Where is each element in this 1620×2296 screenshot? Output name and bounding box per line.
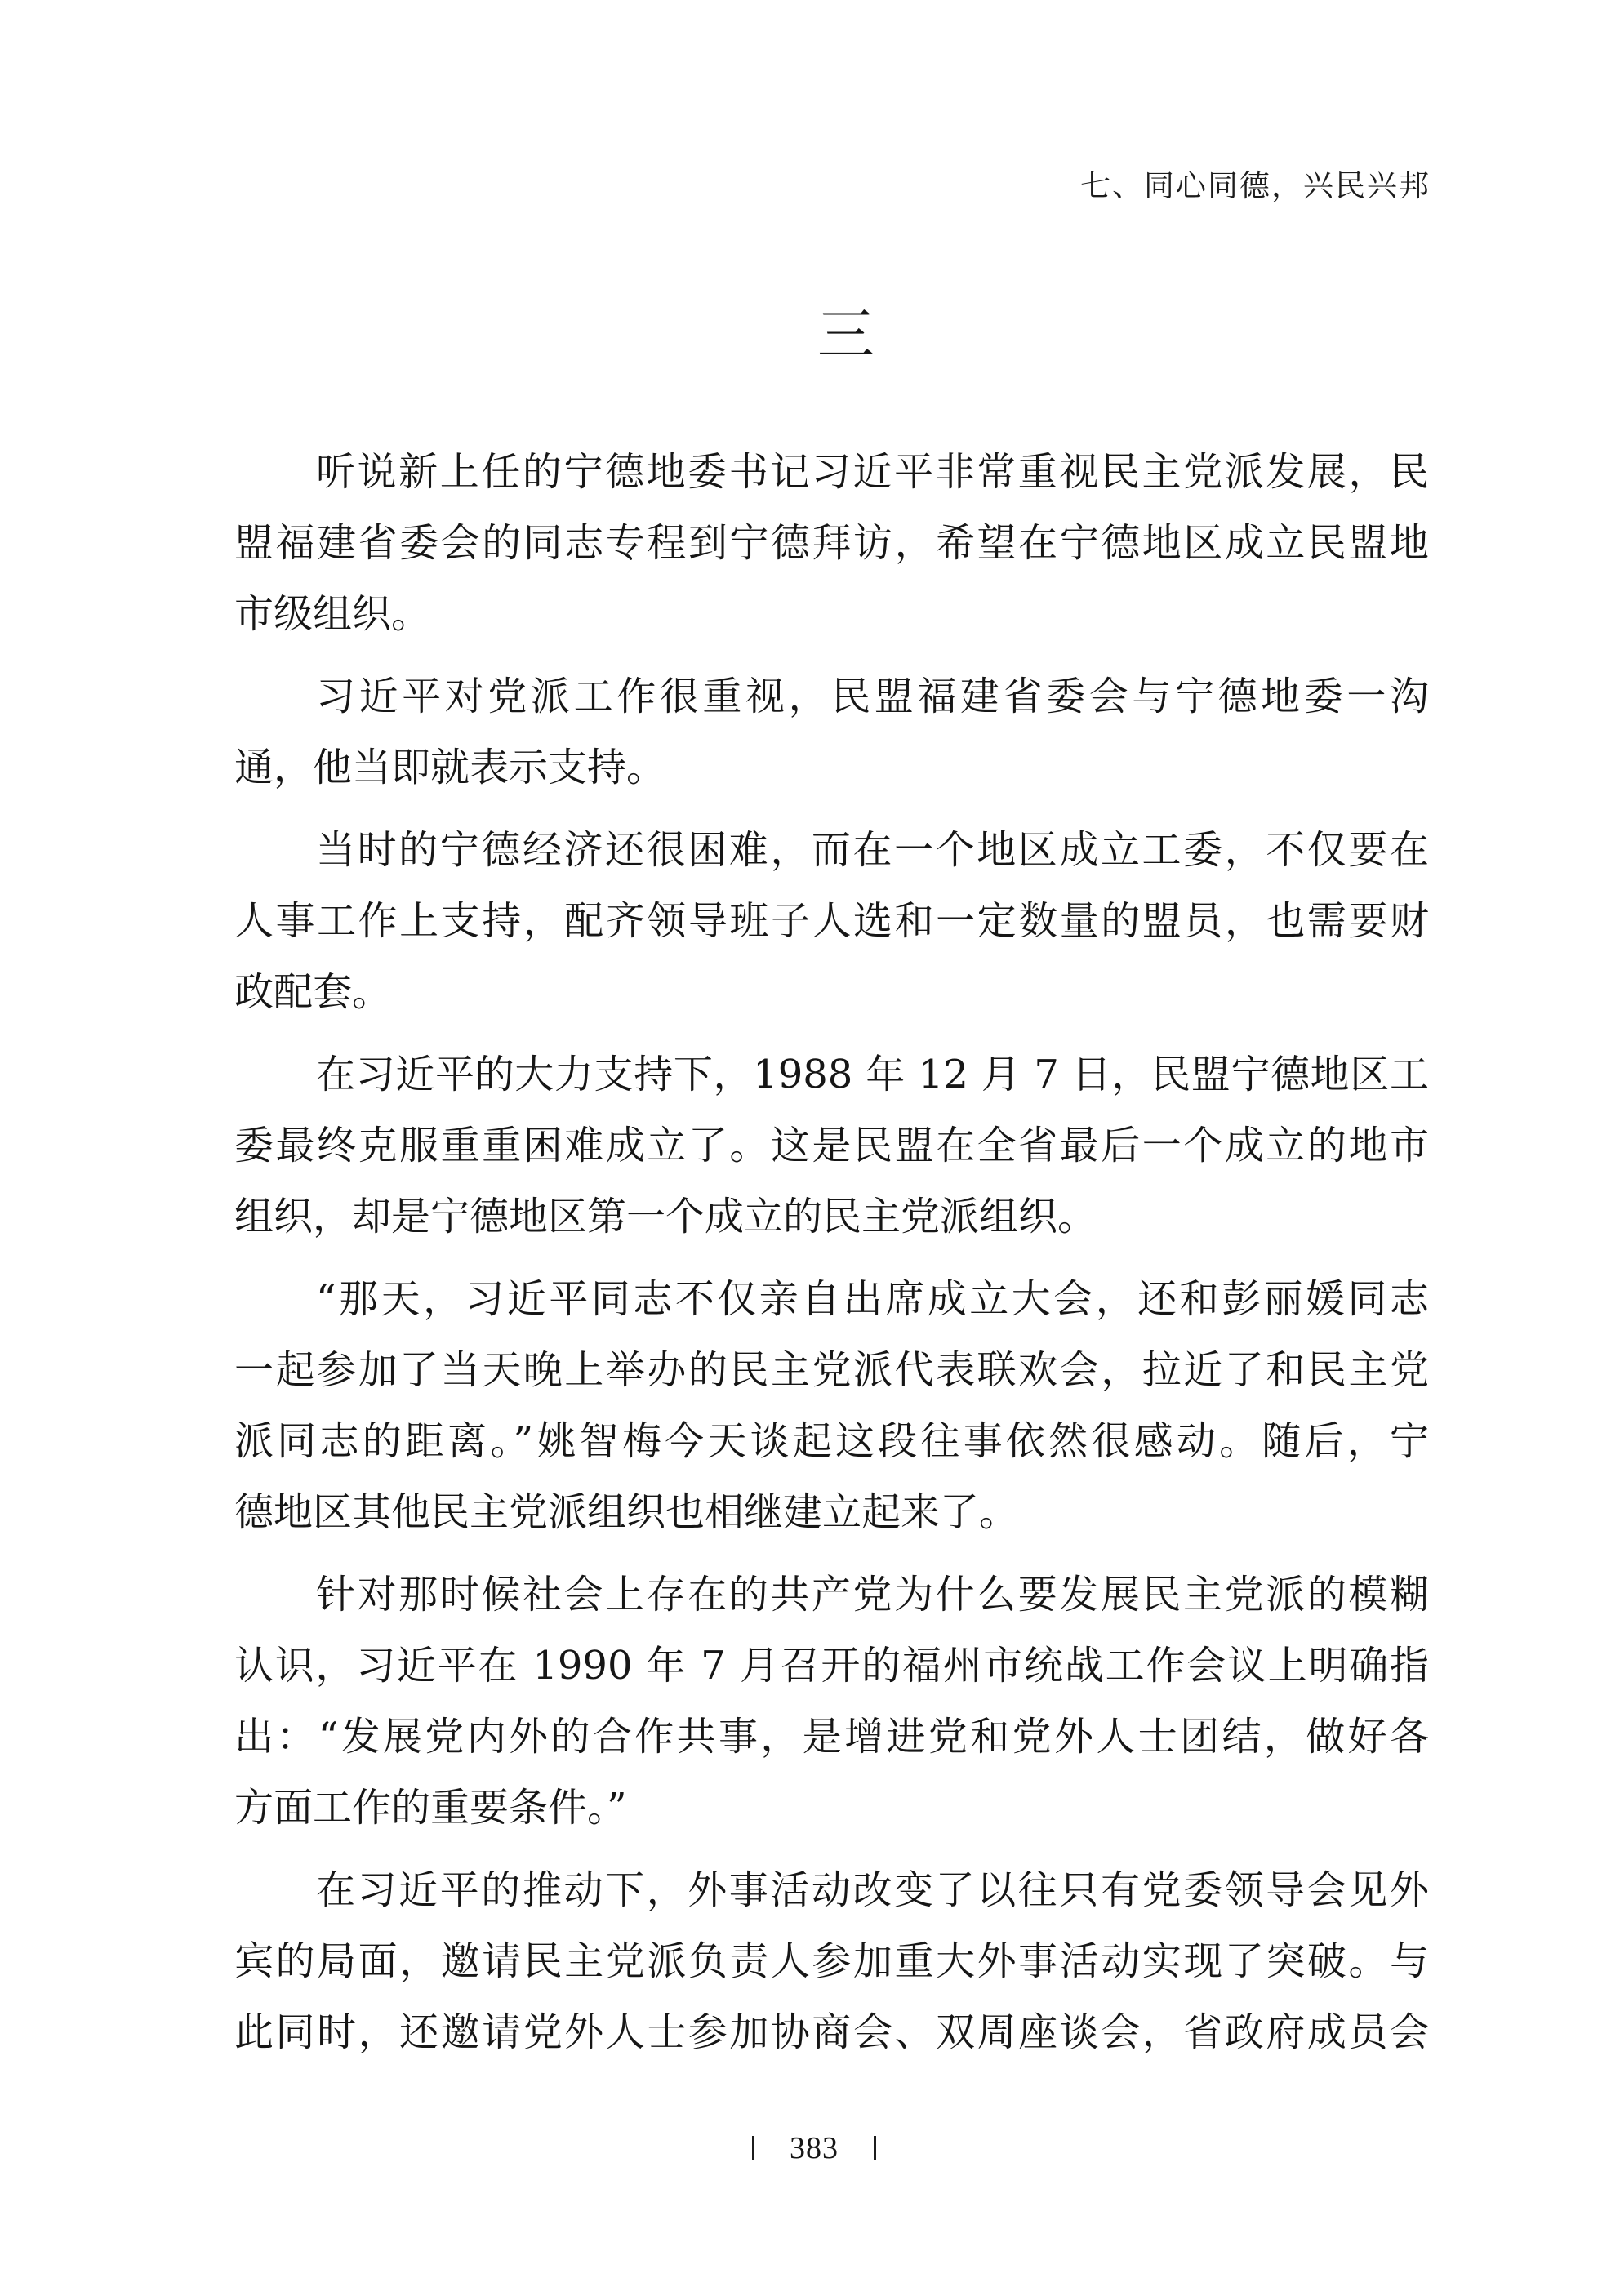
text-line: 一起参加了当天晚上举办的民主党派代表联欢会，拉近了和民主党 <box>234 1347 1429 1393</box>
body-text <box>234 437 1429 2080</box>
paragraph <box>234 1264 1429 1548</box>
text-line: 人事工作上支持，配齐领导班子人选和一定数量的盟员，也需要财 <box>234 898 1429 944</box>
text-line: 市级组织。 <box>234 591 431 637</box>
text-line: 政配套。 <box>234 969 392 1015</box>
text-line: 听说新上任的宁德地委书记习近平非常重视民主党派发展，民 <box>316 449 1429 495</box>
paragraph <box>234 661 1429 803</box>
text-line: 出：“发展党内外的合作共事，是增进党和党外人士团结，做好各 <box>234 1714 1429 1760</box>
text-line: 在习近平的大力支持下，1988 年 12 月 7 日，民盟宁德地区工 <box>316 1052 1429 1097</box>
text-line: 在习近平的推动下，外事活动改变了以往只有党委领导会见外 <box>316 1867 1429 1913</box>
text-line: 盟福建省委会的同志专程到宁德拜访，希望在宁德地区成立民盟地 <box>234 520 1429 566</box>
text-line: “那天，习近平同志不仅亲自出席成立大会，还和彭丽媛同志 <box>316 1276 1429 1322</box>
paragraph <box>234 1855 1429 2068</box>
running-header: 七、同心同德，兴民兴邦 <box>1080 168 1431 203</box>
paragraph <box>234 1560 1429 1844</box>
page-number-rule-left <box>752 2136 754 2160</box>
section-heading: 三 <box>817 301 875 368</box>
text-line: 此同时，还邀请党外人士参加协商会、双周座谈会，省政府成员会 <box>234 2009 1429 2055</box>
page-footer <box>752 2130 876 2166</box>
text-line: 方面工作的重要条件。” <box>234 1785 627 1831</box>
text-line: 认识，习近平在 1990 年 7 月召开的福州市统战工作会议上明确指 <box>234 1643 1429 1689</box>
paragraph <box>234 1039 1429 1253</box>
text-line: 宾的局面，邀请民主党派负责人参加重大外事活动实现了突破。与 <box>234 1938 1429 1984</box>
text-line: 派同志的距离。”姚智梅今天谈起这段往事依然很感动。随后，宁 <box>234 1418 1429 1464</box>
text-line: 组织，却是宁德地区第一个成立的民主党派组织。 <box>234 1194 1097 1239</box>
page-number-rule-right <box>874 2136 876 2160</box>
text-line: 委最终克服重重困难成立了。这是民盟在全省最后一个成立的地市 <box>234 1123 1429 1168</box>
text-line: 针对那时候社会上存在的共产党为什么要发展民主党派的模糊 <box>316 1572 1429 1617</box>
text-line: 德地区其他民主党派组织也相继建立起来了。 <box>234 1489 1019 1535</box>
paragraph <box>234 815 1429 1028</box>
text-line: 习近平对党派工作很重视，民盟福建省委会与宁德地委一沟 <box>316 674 1429 719</box>
paragraph <box>234 437 1429 650</box>
text-line: 通，他当即就表示支持。 <box>234 745 666 790</box>
page-number: 383 <box>790 2131 839 2165</box>
text-line: 当时的宁德经济还很困难，而在一个地区成立工委，不仅要在 <box>316 827 1429 873</box>
